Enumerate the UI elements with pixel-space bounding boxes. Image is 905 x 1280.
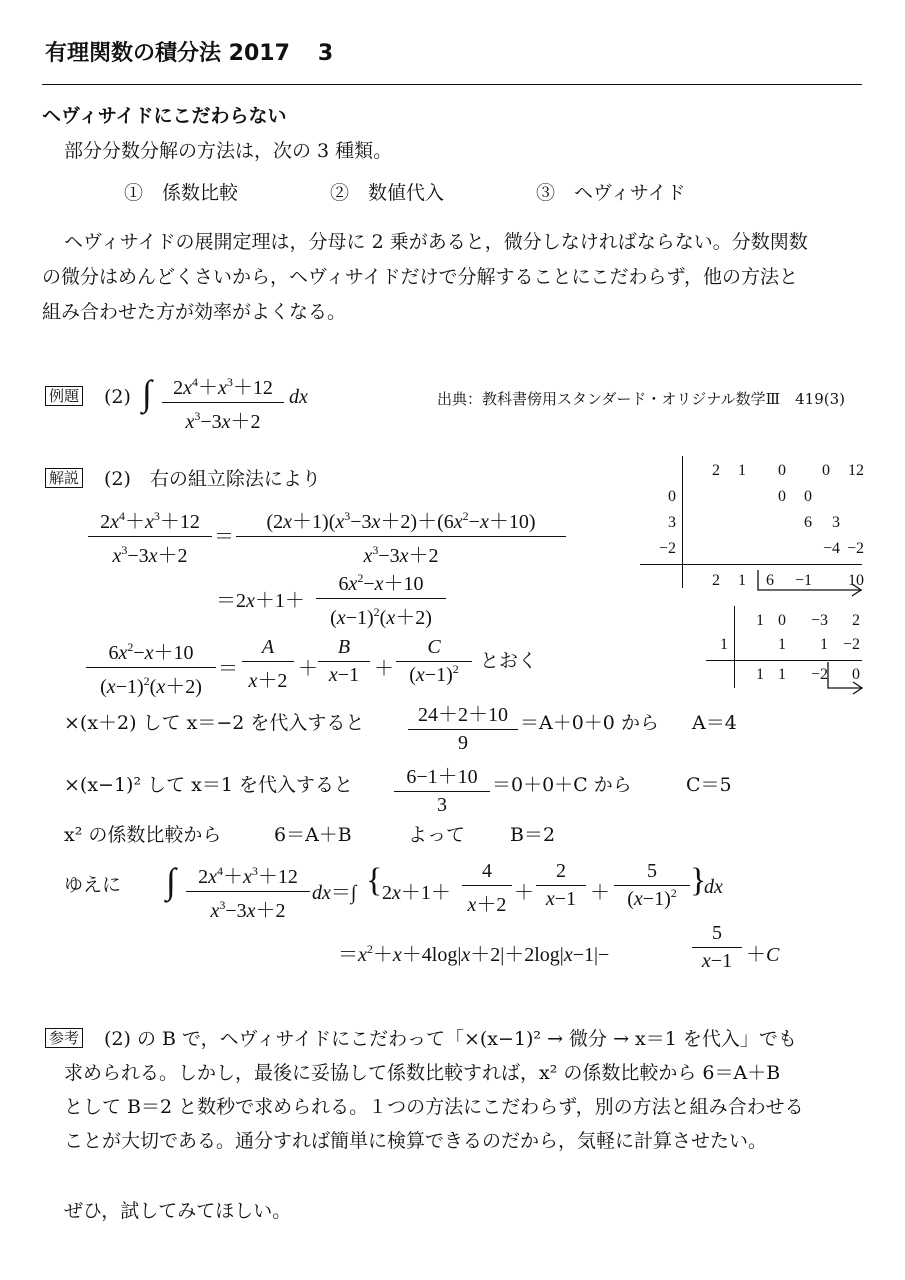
solution-intro: (2) 右の組立除法により — [104, 468, 321, 490]
step2-text: ×(x−1)² して x＝1 を代入すると — [64, 774, 354, 796]
example-dx: dx — [289, 386, 308, 408]
step1-text: ×(x＋2) して x＝−2 を代入すると — [64, 712, 365, 734]
example-source: 出典：教科書傍用スタンダード・オリジナル数学Ⅲ 419(3) — [437, 390, 845, 408]
final-frac-4: 4 x＋2 — [462, 860, 512, 917]
syn1-top-coef: 12 — [848, 462, 864, 479]
syn2-divisor: 1 — [720, 636, 728, 653]
eq1-equals: ＝ — [214, 526, 234, 548]
syn1-divisor: 0 — [668, 488, 676, 505]
syn1-result: 10 — [848, 572, 864, 589]
frac-A: A x＋2 — [242, 636, 294, 693]
intro-line: 部分分数分解の方法は，次の 3 種類。 — [64, 140, 393, 162]
final-plus-2: ＋ — [590, 882, 610, 904]
step2-result: C＝5 — [686, 774, 732, 796]
final-answer: $=x^2+x+4\log|x+2|+2\log|x-1|-$ — [338, 942, 610, 966]
step3-text: x² の係数比較から — [64, 824, 222, 846]
final-brace-right: } — [690, 862, 707, 899]
reference-line1: (2) の B で，ヘヴィサイドにこだわって「×(x−1)² → 微分 → x＝1 を代入」でも — [104, 1028, 797, 1050]
eq3-equals: ＝ — [218, 658, 238, 680]
para1-line3: 組み合わせた方が効率がよくなる。 — [42, 301, 347, 323]
reference-line4: ことが大切である。通分すれば簡単に検算できるのだから，気軽に計算させたい。 — [64, 1130, 768, 1152]
syn2-mid-value: −2 — [842, 636, 860, 653]
syn1-row-value: 3 — [832, 514, 840, 531]
syn1-result: 2 — [712, 572, 720, 589]
final-frac-5: 5 $(x-1)^2$ — [614, 860, 690, 911]
example-number: (2) — [104, 386, 131, 408]
integral-sign: ∫ — [142, 373, 152, 413]
plus-1: ＋ — [298, 658, 318, 680]
solution-tag: 解説 — [45, 468, 83, 488]
eq2-fraction: $6x^2-x+10$ $(x-1)^2(x+2)$ — [316, 567, 446, 630]
section-heading: ヘヴィサイドにこだわらない — [42, 105, 287, 127]
final-frac-2: 2 x−1 — [536, 860, 586, 911]
final-integral-sign: ∫ — [166, 861, 176, 901]
syn1-row-value: −4 — [822, 540, 840, 557]
syn1-row-value: 0 — [778, 488, 786, 505]
reference-line2: 求められる。しかし，最後に妥協して係数比較すれば，x² の係数比較から 6＝A＋B — [64, 1062, 781, 1084]
step1-fraction: 24＋2＋10 9 — [408, 698, 518, 755]
oku-text: とおく — [480, 650, 538, 672]
final-plus-1: ＋ — [514, 882, 534, 904]
eq2-lhs: ＝2x＋1＋ — [216, 590, 305, 612]
step1-mid: ＝A＋0＋0 から — [520, 712, 659, 734]
syn1-divisor: 3 — [668, 514, 676, 531]
yueni-text: ゆえに — [64, 874, 122, 896]
para1-line2: の微分はめんどくさいから，ヘヴィサイドだけで分解することにこだわらず，他の方法と — [42, 266, 799, 288]
eq3-lhs: $6x^2-x+10$ $(x-1)^2(x+2)$ — [86, 636, 216, 699]
final-lhs-fraction: $2x^4+x^3+12$ $x^3-3x+2$ — [186, 860, 310, 923]
syn1-row-value: −2 — [846, 540, 864, 557]
syn2-mid-value: 1 — [778, 636, 786, 653]
syn2-top-coef: −3 — [810, 612, 828, 629]
syn2-result: 0 — [852, 666, 860, 683]
syn2-result: 1 — [756, 666, 764, 683]
step3-eq: 6＝A＋B — [274, 824, 352, 846]
final-rhs-start: 2x＋1＋ — [382, 882, 451, 904]
syn1-top-coef: 1 — [738, 462, 746, 479]
reference-tag: 参考 — [45, 1028, 83, 1048]
frac-B: B x−1 — [318, 636, 370, 687]
method-1: ① 係数比較 — [124, 182, 239, 204]
final-rhs-dx: dx — [704, 876, 723, 898]
final-answer-C: ＋C — [746, 944, 780, 966]
reference-line3: として B＝2 と数秒で求められる。１つの方法にこだわらず，別の方法と組み合わせる — [64, 1096, 804, 1118]
syn2-result: 1 — [778, 666, 786, 683]
frac-C: C $(x-1)^2$ — [396, 636, 472, 687]
step3-result: B＝2 — [510, 824, 556, 846]
final-lhs-dx: dx＝∫ — [312, 882, 357, 904]
syn2-mid-value: 1 — [820, 636, 828, 653]
eq1-lhs: $2x^4+x^3+12$ $x^3-3x+2$ — [88, 505, 212, 568]
syn1-divisor: −2 — [658, 540, 676, 557]
syn1-row-value: 0 — [804, 488, 812, 505]
closing-text: ぜひ，試してみてほしい。 — [64, 1200, 292, 1222]
plus-2: ＋ — [374, 658, 394, 680]
para1-line1: ヘヴィサイドの展開定理は，分母に 2 乗があると，微分しなければならない。分数関数 — [64, 231, 808, 253]
syn1-result: 1 — [738, 572, 746, 589]
step1-result: A＝4 — [692, 712, 737, 734]
syn1-row-value: 6 — [804, 514, 812, 531]
syn2-result: −2 — [810, 666, 828, 683]
method-3: ③ ヘヴィサイド — [536, 182, 686, 204]
syn1-result: 6 — [766, 572, 774, 589]
example-fraction: $2x^4+x^3+12$ $x^3-3x+2$ — [162, 371, 284, 434]
syn1-top-coef: 2 — [712, 462, 720, 479]
syn2-top-coef: 0 — [778, 612, 786, 629]
title-rule — [42, 84, 862, 85]
step2-fraction: 6−1＋10 3 — [394, 760, 490, 817]
page-title: 有理関数の積分法 2017 3 — [45, 41, 334, 66]
syn2-top-coef: 2 — [852, 612, 860, 629]
final-brace-left: { — [366, 862, 383, 899]
syn2-top-coef: 1 — [756, 612, 764, 629]
step3-yotte: よって — [408, 824, 466, 846]
syn1-result: −1 — [794, 572, 812, 589]
eq1-rhs: $(2x+1)(x^3-3x+2)+(6x^2-x+10)$ $x^3-3x+2$ — [236, 505, 566, 568]
example-tag: 例題 — [45, 386, 83, 406]
method-2: ② 数値代入 — [330, 182, 445, 204]
final-answer-frac: 5 x−1 — [692, 922, 742, 973]
syn1-top-coef: 0 — [822, 462, 830, 479]
syn1-top-coef: 0 — [778, 462, 786, 479]
step2-mid: ＝0＋0＋C から — [492, 774, 632, 796]
